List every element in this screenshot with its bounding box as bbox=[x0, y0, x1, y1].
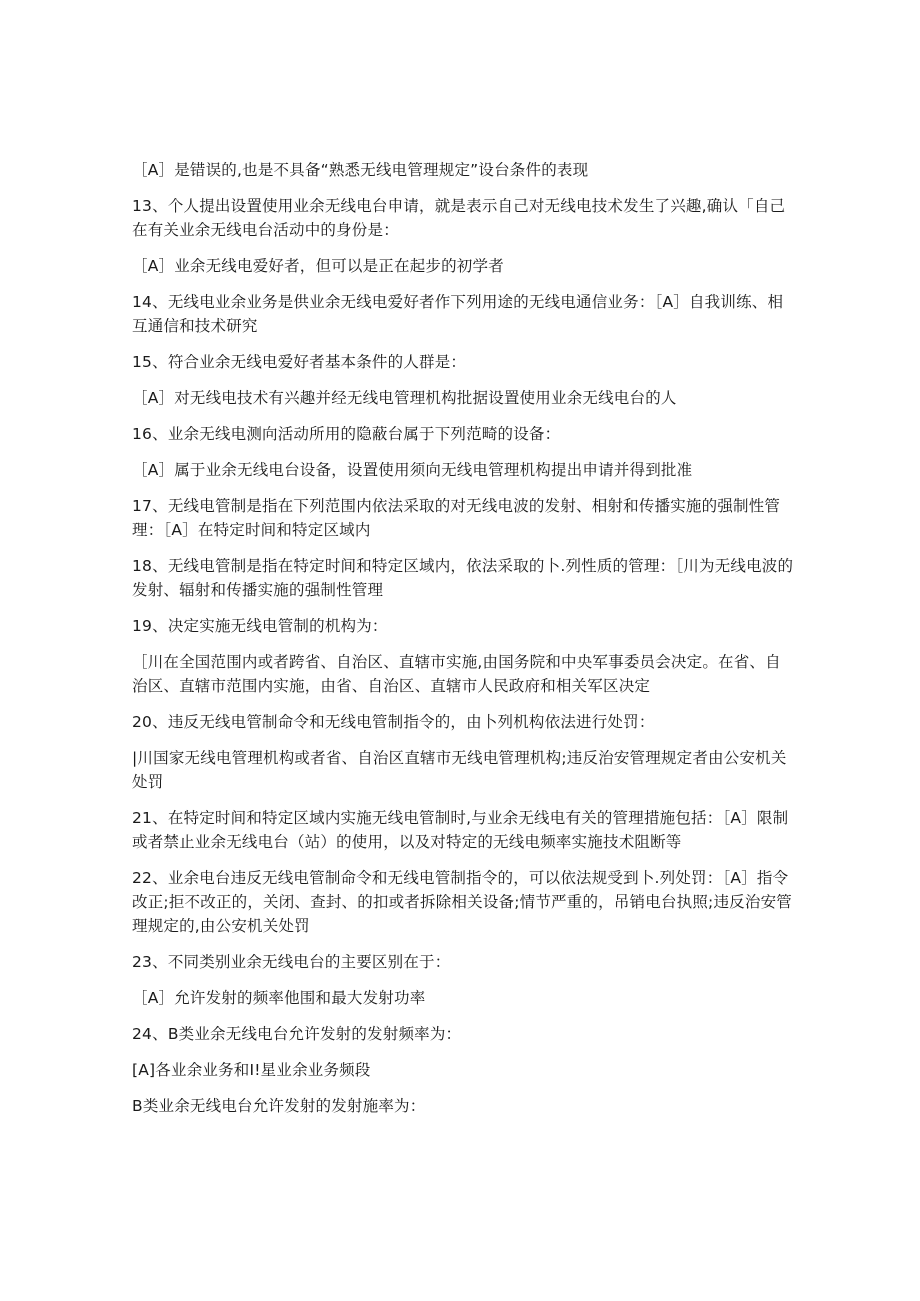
answer-23: ［A］允许发射的频率他围和最大发射功率 bbox=[132, 989, 426, 1007]
answer-24: [A]各业余业务和I!星业余业务频段 bbox=[132, 1061, 371, 1079]
question-21: 21、在特定时间和特定区域内实施无线电管制时,与业余无线电有关的管理措施包括：［A］限制或者禁止业余无线电台（站）的使用，以及对特定的无线电频率实施技术阻断等 bbox=[132, 809, 789, 851]
question-19: 19、决定实施无线电管制的机构为： bbox=[132, 617, 388, 635]
question-23: 23、不同类别业余无线电台的主要区别在于： bbox=[132, 953, 451, 971]
question-24: 24、B类业余无线电台允许发射的发射频率为： bbox=[132, 1025, 462, 1043]
question-22: 22、业余电台违反无线电管制命令和无线电管制指令的，可以依法规受到卜.列处罚：［A］指令改正;拒不改正的，关闭、查封、的扣或者拆除相关设备;情节严重的，吊销电台执照;违反治安管理规定的,由公安机关处罚 bbox=[132, 869, 792, 935]
answer-15: ［A］对无线电技术有兴趣并经无线电管理机构批据设置使用业余无线电台的人 bbox=[132, 389, 677, 407]
question-18: 18、无线电管制是指在特定时间和特定区域内，依法采取的卜.列性质的管理：［川为无线电波的发射、辐射和传播实施的强制性管理 bbox=[132, 557, 794, 599]
answer-19: ［川在全国范围内或者跨省、自治区、直辖市实施,由国务院和中央军事委员会决定。在省、自治区、直辖市范围内实施，由省、自治区、直辖市人民政府和相关军区决定 bbox=[132, 653, 781, 695]
document-body bbox=[132, 158, 794, 1130]
question-14: 14、无线电业余业务是供业余无线电爱好者作下列用途的无线电通信业务：［A］自我训练、相互通信和技术研究 bbox=[132, 293, 784, 335]
answer-16: ［A］属于业余无线电台设备，设置使用须向无线电管理机构提出申请并得到批准 bbox=[132, 461, 693, 479]
answer-paragraph: ［A］是错误的,也是不具备“熟悉无线电管理规定”设台条件的表现 bbox=[132, 161, 589, 179]
question-25: B类业余无线电台允许发射的发射施率为： bbox=[132, 1097, 426, 1115]
question-15: 15、符合业余无线电爱好者基本条件的人群是： bbox=[132, 353, 467, 371]
answer-20: |川国家无线电管理机构或者省、自治区直辖市无线电管理机构;违反治安管理规定者由公安机关处罚 bbox=[132, 749, 787, 791]
question-13: 13、个人提出设置使用业余无线电台申请，就是表示自己对无线电技术发生了兴趣,确认「自己在有关业余无线电台活动中的身份是： bbox=[132, 197, 786, 239]
question-20: 20、违反无线电管制命令和无线电管制指令的，由卜列机构依法进行处罚： bbox=[132, 713, 655, 731]
answer-13: ［A］业余无线电爱好者，但可以是正在起步的初学者 bbox=[132, 257, 504, 275]
question-17: 17、无线电管制是指在下列范围内依法采取的对无线电波的发射、相射和传播实施的强制性管理：［A］在特定时间和特定区域内 bbox=[132, 497, 781, 539]
question-16: 16、业余无线电测向活动所用的隐蔽台属于下列范畸的设备： bbox=[132, 425, 561, 443]
